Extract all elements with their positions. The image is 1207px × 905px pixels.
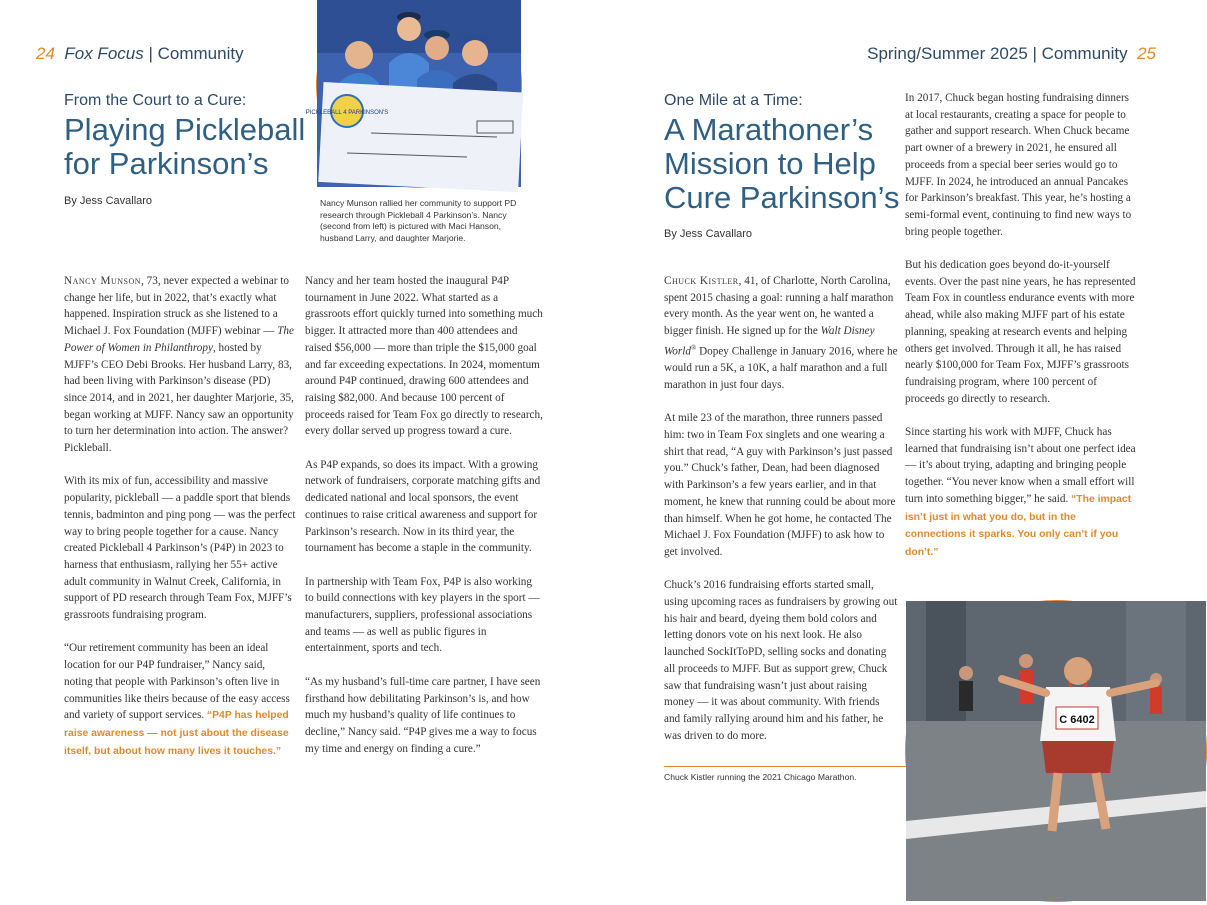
registered-mark: ® bbox=[690, 343, 697, 352]
article2-kicker: One Mile at a Time: bbox=[664, 92, 803, 109]
article2-paragraph: But his dedication goes beyond do-it-yourself events. Over the past nine years, he has represented Team Fox in countless endurance events with more ahead, while also making MJFF part of his estate planning, speaking at research events and helping others get involved. Through it all, he has raised nearly $100,000 for Team Fox, MJFF’s grassroots fundraising program, where 100 percent of proceeds go directly to research. bbox=[905, 259, 1136, 405]
header-separator: | bbox=[1027, 44, 1042, 63]
article1-title bbox=[64, 113, 305, 181]
left-page-number: 24 bbox=[36, 44, 55, 63]
article1-text: , 73, never expected a webinar to change her life, but in 2022, that’s exactly what happened. Inspiration struck as she listened to a Michael J. Fox Foundation (MJFF) webinar — bbox=[64, 275, 289, 338]
article2-paragraph: In 2017, Chuck began hosting fundraising dinners at local restaurants, creating a space for people to gather and support research. When Chuck became part owner of a brewery in 2021, he ensured all proceeds from a special beer series would go to MJFF. In 2024, he introduced an annual Pancakes for Parkinson’s breakfast. This year, he’s hosting a semi-formal event, continuing to find new ways to bring people together. bbox=[905, 92, 1132, 238]
article1-highlight-quote: “P4P has helped raise awareness — not just about the disease itself, but about how many lives it touches.” bbox=[64, 710, 289, 757]
article2-highlight-quote: “The impact isn’t just in what you do, but in the connections it sparks. You only can’t if you don’t.” bbox=[905, 493, 1132, 558]
article1-paragraph: With its mix of fun, accessibility and massive popularity, pickleball — a paddle sport that blends tennis, badminton and ping pong — was the perfect way to bring people together for a cause. Nancy created Pickleball 4 Parkinson’s (P4P) in 2023 to harness that enthusiasm, rallying her 55+ active adult community in Walnut Creek, California, in support of PD research through Team Fox, MJFF’s grassroots fundraising program. bbox=[64, 475, 296, 622]
article1-paragraph bbox=[64, 273, 296, 457]
right-page-header bbox=[867, 44, 1156, 64]
article2-title bbox=[664, 113, 899, 215]
article2-photo-caption: Chuck Kistler running the 2021 Chicago Marathon. bbox=[664, 772, 857, 782]
left-section-name: Community bbox=[157, 44, 244, 63]
article1-column2 bbox=[305, 273, 543, 774]
pickleball-group-photo bbox=[305, 0, 522, 188]
article1-text: “Our retirement community has been an ideal location for our P4P fundraiser,” Nancy said, noting that people with Parkinson’s often live in communities like theirs because of the easy access and variety of support services. bbox=[64, 642, 290, 722]
article2-lead-name: Chuck Kistler bbox=[664, 275, 739, 287]
caption-divider bbox=[664, 766, 914, 767]
article2-paragraph: At mile 23 of the marathon, three runners passed him: two in Team Fox singlets and one wearing a shirt that read, “A guy with Parkinson’s just passed you.” Chuck’s father, Dean, had been diagnosed with Parkinson’s a few years earlier, and in that moment, he knew that running could be about more than himself. When he got home, he contacted The Michael J. Fox Foundation (MJFF) to ask how to get involved. bbox=[664, 412, 896, 558]
article2-paragraph bbox=[905, 424, 1137, 562]
right-section-name: Community bbox=[1041, 44, 1128, 63]
article1-byline: By Jess Cavallaro bbox=[64, 195, 153, 207]
article2-text: Since starting his work with MJFF, Chuck has learned that fundraising isn’t about one perfect idea — it’s about trying, adapting and bringing people together. “You never know when a small effort will turn into something bigger,” he said. bbox=[905, 426, 1136, 505]
event-name: Walt Disney World bbox=[664, 325, 875, 358]
article1-lead-name: Nancy Munson bbox=[64, 275, 142, 287]
article1-paragraph bbox=[64, 640, 296, 760]
marathon-runner-photo bbox=[905, 600, 1207, 902]
right-page-number: 25 bbox=[1137, 44, 1156, 63]
article1-photo-caption: Nancy Munson rallied her community to support PD research through Pickleball 4 Parkinson’s. Nancy (second from left) is pictured with Maci Hanson, husband Larry, and daughter Marjorie. bbox=[320, 198, 517, 243]
article2-column1 bbox=[664, 273, 898, 761]
article2-text: Dopey Challenge in January 2016, where he would run a 5K, a 10K, a half marathon and a full marathon in just four days. bbox=[664, 345, 898, 391]
header-separator: | bbox=[143, 44, 158, 63]
article1-column1 bbox=[64, 273, 296, 777]
publication-name: Fox Focus bbox=[64, 44, 144, 63]
article2-text: , 41, of Charlotte, North Carolina, spent 2015 chasing a goal: running a half marathon every month. As the year went on, he wanted a bigger finish. He signed up for the bbox=[664, 275, 894, 338]
article2-byline: By Jess Cavallaro bbox=[664, 228, 753, 240]
article1-paragraph: “As my husband’s full-time care partner, I have seen firsthand how debilitating Parkinson’s is, and how much my husband’s quality of life continues to decline,” Nancy said. “P4P gives me a way to focus my time and energy on finding a cure.” bbox=[305, 675, 541, 755]
left-page-header bbox=[36, 44, 244, 64]
article2-title-line3: Cure Parkinson’s bbox=[664, 180, 900, 215]
article1-title-line1: Playing Pickleball bbox=[64, 112, 306, 147]
pickleball-photo-illustration bbox=[305, 0, 521, 187]
article2-column2 bbox=[905, 90, 1137, 578]
marathon-photo-illustration bbox=[906, 601, 1206, 901]
article2-title-line1: A Marathoner’s bbox=[664, 112, 874, 147]
article2-title-line2: Mission to Help bbox=[664, 146, 876, 181]
runner-bib-number: C 6402 bbox=[1059, 714, 1095, 726]
article2-paragraph: Chuck’s 2016 fundraising efforts started small, using upcoming races as fundraisers by growing out his hair and beard, dyeing them bold colors and letting donors vote on his next look. He also launched SockItToPD, selling socks and donating all proceeds to MJFF. But as support grew, Chuck saw that fundraising wasn’t just about raising money — it was about community. With friends and family rallying around him and his father, he was driven to do more. bbox=[664, 579, 898, 742]
article1-paragraph: As P4P expands, so does its impact. With a growing network of fundraisers, corporate matching gifts and dedicated national and local sponsors, the event continues to raise critical awareness and support for Parkinson’s research. Now in its third year, the tournament has become a staple in the community. bbox=[305, 458, 541, 555]
article1-text: , hosted by MJFF’s CEO Debi Brooks. Her husband Larry, 83, had been living with Parkinson’s disease (PD) since 2014, and in 2021, her daughter Marjorie, 35, began working at MJFF. Nancy saw an opportunity to turn her determination into action. The answer? Pickleball. bbox=[64, 341, 294, 455]
article2-paragraph bbox=[664, 273, 898, 394]
webinar-title: The Power of Women in Philanthropy bbox=[64, 325, 294, 354]
article1-kicker: From the Court to a Cure: bbox=[64, 92, 247, 109]
article1-paragraph: Nancy and her team hosted the inaugural P4P tournament in June 2022. What started as a grassroots effort quickly turned into something much bigger. It attracted more than 400 attendees and raised $56,000 — more than triple the $15,000 goal and far exceeding expectations. In 2024, momentum around P4P continued, drawing 600 attendees and raising $82,000. And because 100 percent of proceeds raised for Team Fox go directly to research, every dollar served up progress toward a cure. bbox=[305, 275, 543, 438]
issue-name: Spring/Summer 2025 bbox=[867, 44, 1028, 63]
check-logo-text: PICKLEBALL 4 PARKINSON'S bbox=[305, 110, 389, 116]
article1-title-line2: for Parkinson’s bbox=[64, 146, 269, 181]
article1-paragraph: In partnership with Team Fox, P4P is also working to build connections with key players in the sport — manufacturers, suppliers, professional associations and teams — as well as public figures in entertainment, sports and tech. bbox=[305, 575, 540, 655]
